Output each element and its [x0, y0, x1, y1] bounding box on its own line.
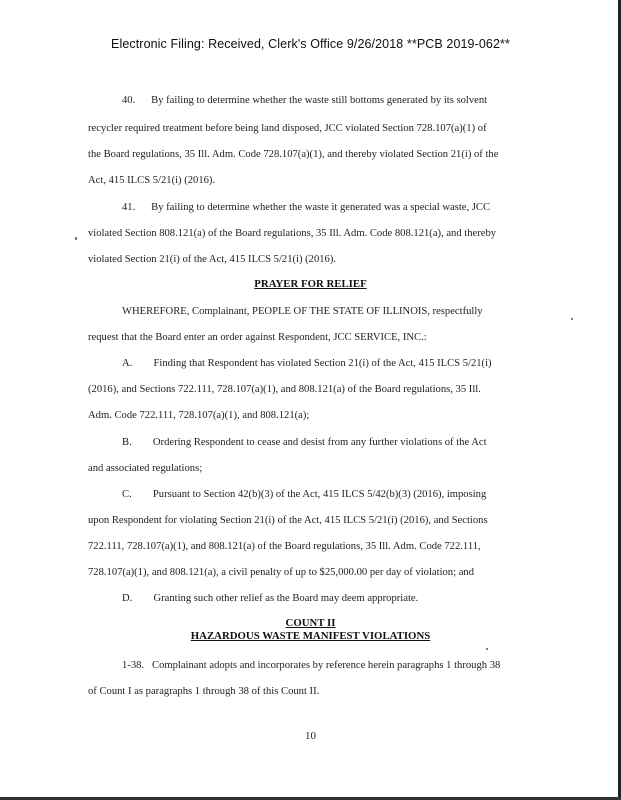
- count-subheading: HAZARDOUS WASTE MANIFEST VIOLATIONS: [190, 630, 431, 642]
- paragraph-41-line-3: violated Section 21(i) of the Act, 415 ILCS 5/21(i) (2016).: [88, 254, 337, 265]
- wherefore-line-2: request that the Board enter an order against Respondent, JCC SERVICE, INC.:: [88, 332, 427, 343]
- paragraph-1-38-line-1: 1-38. Complainant adopts and incorporates by reference herein paragraphs 1 through 38: [122, 660, 501, 671]
- scan-speck: [486, 648, 488, 650]
- paragraph-40-line-2: recycler required treatment before being land disposed, JCC violated Section 728.107(a)(1) of: [88, 123, 487, 134]
- item-b-line-2: and associated regulations;: [88, 463, 203, 474]
- scan-speck: [571, 318, 573, 320]
- prayer-heading: PRAYER FOR RELIEF: [254, 278, 367, 290]
- item-c-line-3: 722.111, 728.107(a)(1), and 808.121(a) of the Board regulations, 35 Ill. Adm. Code 722.111,: [88, 541, 481, 552]
- item-c-line-2: upon Respondent for violating Section 21(i) of the Act, 415 ILCS 5/21(i) (2016), and Sections: [88, 515, 488, 526]
- item-a-line-2: (2016), and Sections 722.111, 728.107(a)(1), and 808.121(a) of the Board regulations, 35 Ill.: [88, 384, 481, 395]
- scan-speck: [75, 237, 77, 240]
- paragraph-40-line-4: Act, 415 ILCS 5/21(i) (2016).: [88, 175, 216, 186]
- item-a-line-1: A. Finding that Respondent has violated Section 21(i) of the Act, 415 ILCS 5/21(i): [122, 358, 492, 369]
- paragraph-40-line-1: 40. By failing to determine whether the waste still bottoms generated by its solvent: [122, 95, 488, 106]
- paragraph-1-38-line-2: of Count I as paragraphs 1 through 38 of this Count II.: [88, 686, 320, 697]
- item-b-line-1: B. Ordering Respondent to cease and desist from any further violations of the Act: [122, 437, 487, 448]
- paragraph-40-line-3: the Board regulations, 35 Ill. Adm. Code 728.107(a)(1), and thereby violated Section 21(i) of the: [88, 149, 499, 160]
- filing-stamp-header: Electronic Filing: Received, Clerk's Office 9/26/2018 **PCB 2019-062**: [111, 37, 510, 51]
- item-d-line-1: D. Granting such other relief as the Board may deem appropriate.: [122, 593, 419, 604]
- item-a-line-3: Adm. Code 722.111, 728.107(a)(1), and 808.121(a);: [88, 410, 310, 421]
- paragraph-41-line-1: 41. By failing to determine whether the waste it generated was a special waste, JCC: [122, 202, 491, 213]
- item-c-line-1: C. Pursuant to Section 42(b)(3) of the Act, 415 ILCS 5/42(b)(3) (2016), imposing: [122, 489, 487, 500]
- page-number: 10: [305, 730, 316, 742]
- wherefore-line-1: WHEREFORE, Complainant, PEOPLE OF THE STATE OF ILLINOIS, respectfully: [122, 306, 483, 317]
- count-heading: COUNT II: [285, 617, 336, 629]
- paragraph-41-line-2: violated Section 808.121(a) of the Board regulations, 35 Ill. Adm. Code 808.121(a), and thereby: [88, 228, 497, 239]
- item-c-line-4: 728.107(a)(1), and 808.121(a), a civil penalty of up to $25,000.00 per day of violation; and: [88, 567, 474, 578]
